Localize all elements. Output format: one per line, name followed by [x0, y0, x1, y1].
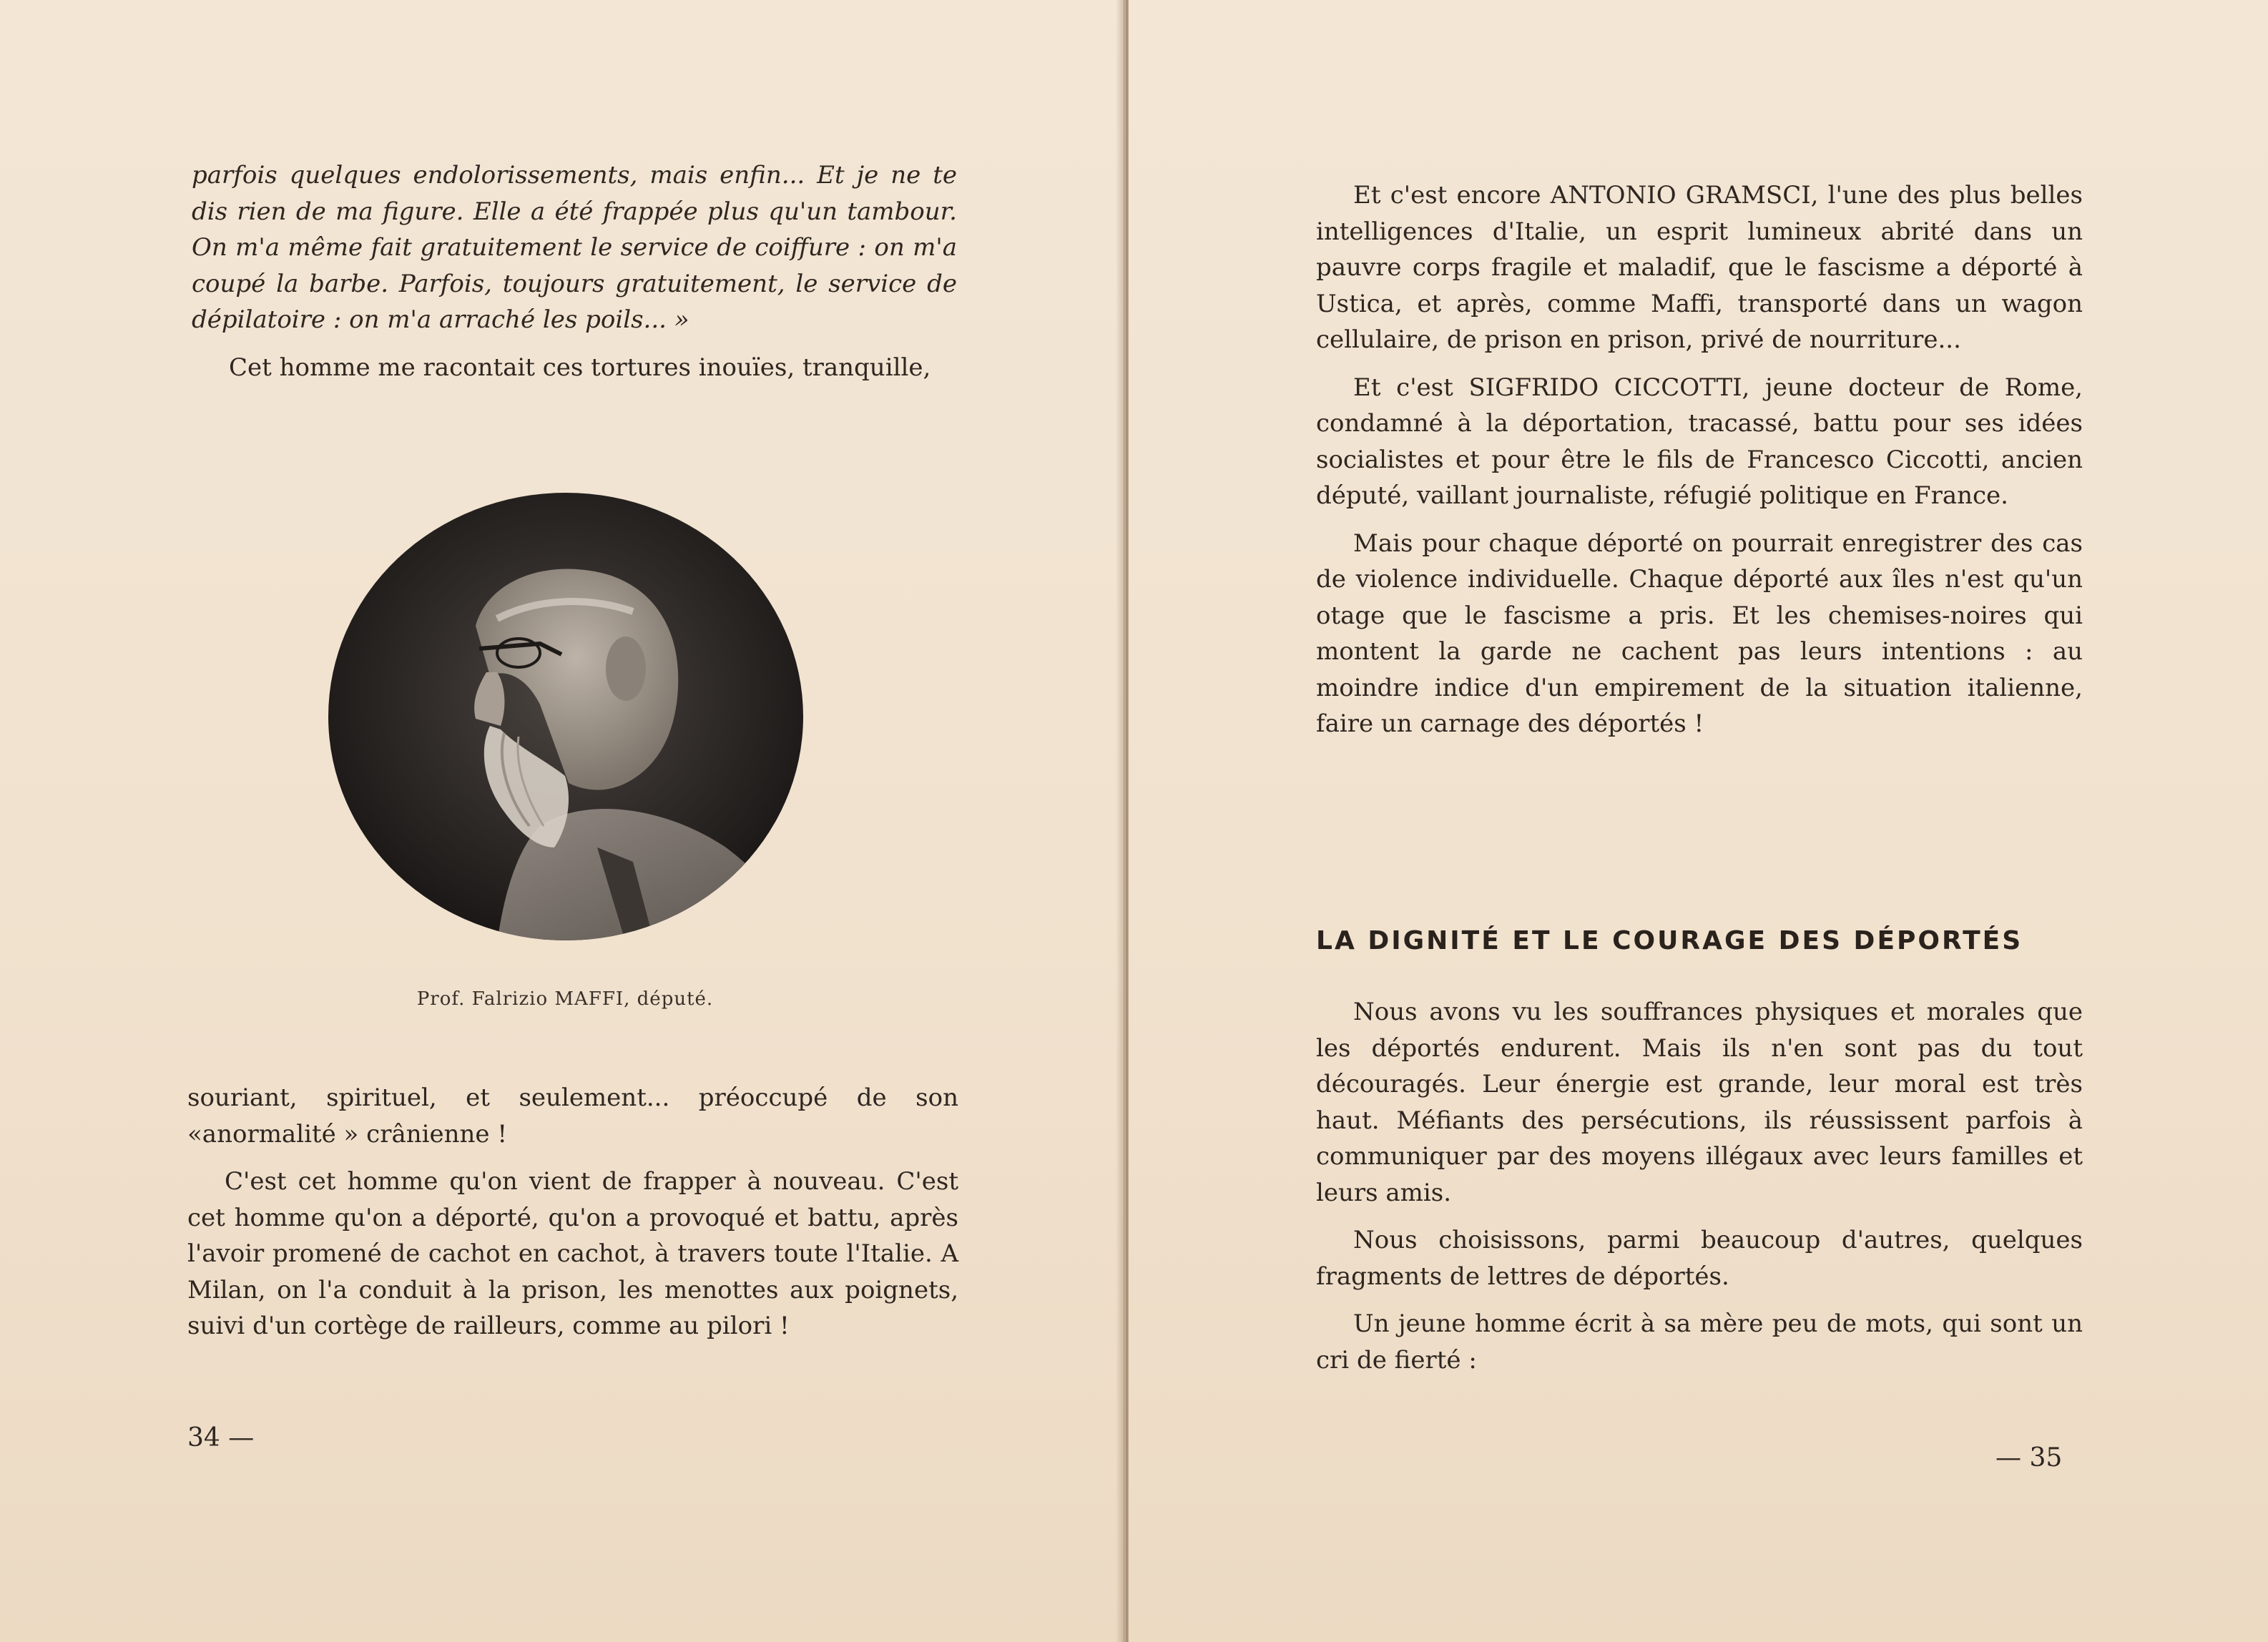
left-page-lower-text: [187, 1080, 958, 1356]
right-page-upper-text: [1316, 177, 2083, 754]
section-heading: LA DIGNITÉ ET LE COURAGE DES DÉPORTÉS: [1316, 926, 2023, 955]
paragraph-ciccotti: Et c'est SIGFRIDO CICCOTTI, jeune docteur de Rome, condamné à la déportation, tracassé, battu pour ses idées socialistes et pour être le fils de Francesco Ciccotti, ancien député, vaillant journaliste, réfugié politique en France.: [1316, 373, 2083, 510]
left-page: [0, 0, 1124, 1642]
paragraph-violence: Mais pour chaque déporté on pourrait enregistrer des cas de violence individuelle. Chaque déporté aux îles n'est qu'un otage que le fascisme a pris. Et les chemises-noires qui montent la garde ne cachent pas leurs intentions : au moindre indice d'un empirement de la situation italienne, faire un carnage des déportés !: [1316, 529, 2083, 738]
paragraph-gramsci: Et c'est encore ANTONIO GRAMSCI, l'une des plus belles intelligences d'Italie, un esprit lumineux abrité dans un pauvre corps fragile et maladif, que le fascisme a déporté à Ustica, et après, comme Maffi, transporté dans un wagon cellulaire, de prison en prison, privé de nourriture...: [1316, 181, 2083, 354]
paragraph-jeune-homme: Un jeune homme écrit à sa mère peu de mots, qui sont un cri de fierté :: [1316, 1309, 2083, 1375]
portrait-photo: [325, 490, 806, 943]
page-number-right: — 35: [1995, 1443, 2063, 1473]
left-page-upper-text: [192, 157, 957, 397]
paragraph-frapper: C'est cet homme qu'on vient de frapper à nouveau. C'est cet homme qu'on a déporté, qu'on a provoqué et battu, après l'avoir promené de cachot en cachot, à travers toute l'Italie. A Milan, on l'a conduit à la prison, les menottes aux poignets, suivi d'un cortège de railleurs, comme au pilori !: [187, 1167, 958, 1340]
paragraph-souriant: souriant, spirituel, et seulement... préoccupé de son «anormalité » crânienne !: [187, 1083, 958, 1149]
page-number-left: 34 —: [187, 1423, 255, 1452]
photo-caption: Prof. Falrizio MAFFI, député.: [416, 988, 714, 1010]
quote-paragraph: parfois quelques endolorissements, mais enfin... Et je ne te dis rien de ma figure. Elle a été frappée plus qu'un tambour. On m'a même fait gratuitement le service de coiffure : on m'a coupé la barbe. Parfois, toujours gratuitement, le service de dépilatoire : on m'a arraché les poils... »: [192, 161, 957, 334]
paragraph-souffrances: Nous avons vu les souffrances physiques et morales que les déportés endurent. Mais ils n'en sont pas du tout découragés. Leur énergie est grande, leur moral est très haut. Méfiants des persécutions, ils réussissent parfois à communiquer par des moyens illégaux avec leurs familles et leurs amis.: [1316, 998, 2083, 1207]
paragraph-fragments: Nous choisissons, parmi beaucoup d'autres, quelques fragments de lettres de déportés.: [1316, 1226, 2083, 1291]
paragraph-tranquille: Cet homme me racontait ces tortures inouïes, tranquille,: [229, 353, 931, 382]
right-page-lower-text: [1316, 994, 2083, 1390]
